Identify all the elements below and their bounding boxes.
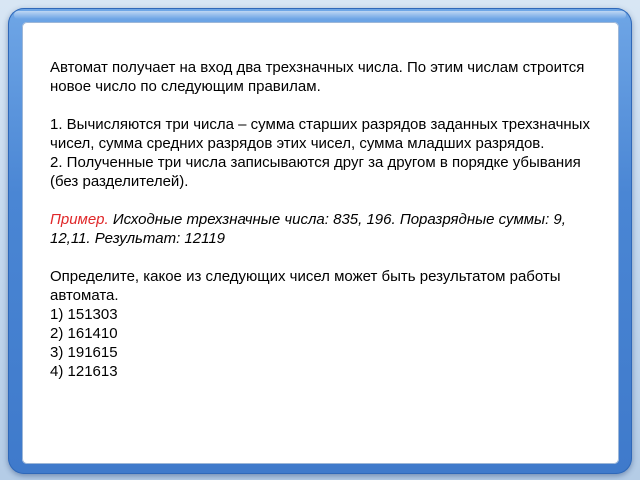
option-1: 1) 151303 xyxy=(50,306,118,323)
example-text: Исходные трехзначные числа: 835, 196. Поразрядные суммы: 9, 12,11. Результат: 12119 xyxy=(50,211,566,247)
spacer xyxy=(50,191,590,210)
example-label: Пример. xyxy=(50,211,109,228)
option-4: 4) 121613 xyxy=(50,363,118,380)
intro-text: Автомат получает на вход два трехзначных числа. По этим числам строится новое число по следующим правилам. xyxy=(50,59,585,95)
question-line-2: автомата. xyxy=(50,287,119,304)
slide-content xyxy=(50,58,590,381)
spacer xyxy=(50,96,590,115)
option-3: 3) 191615 xyxy=(50,344,118,361)
option-2: 2) 161410 xyxy=(50,325,118,342)
rule-1-text: 1. Вычисляются три числа – сумма старших разрядов заданных трехзначных чисел, сумма средних разрядов этих чисел, сумма младших разрядов. xyxy=(50,116,590,152)
slide-frame xyxy=(8,8,632,474)
example-paragraph xyxy=(50,210,590,248)
question-line-1: Определите, какое из следующих чисел может быть результатом работы xyxy=(50,268,561,285)
rule-2-text: 2. Полученные три числа записываются друг за другом в порядке убывания (без разделителей). xyxy=(50,154,581,190)
slide-card xyxy=(22,22,619,464)
spacer xyxy=(50,248,590,267)
